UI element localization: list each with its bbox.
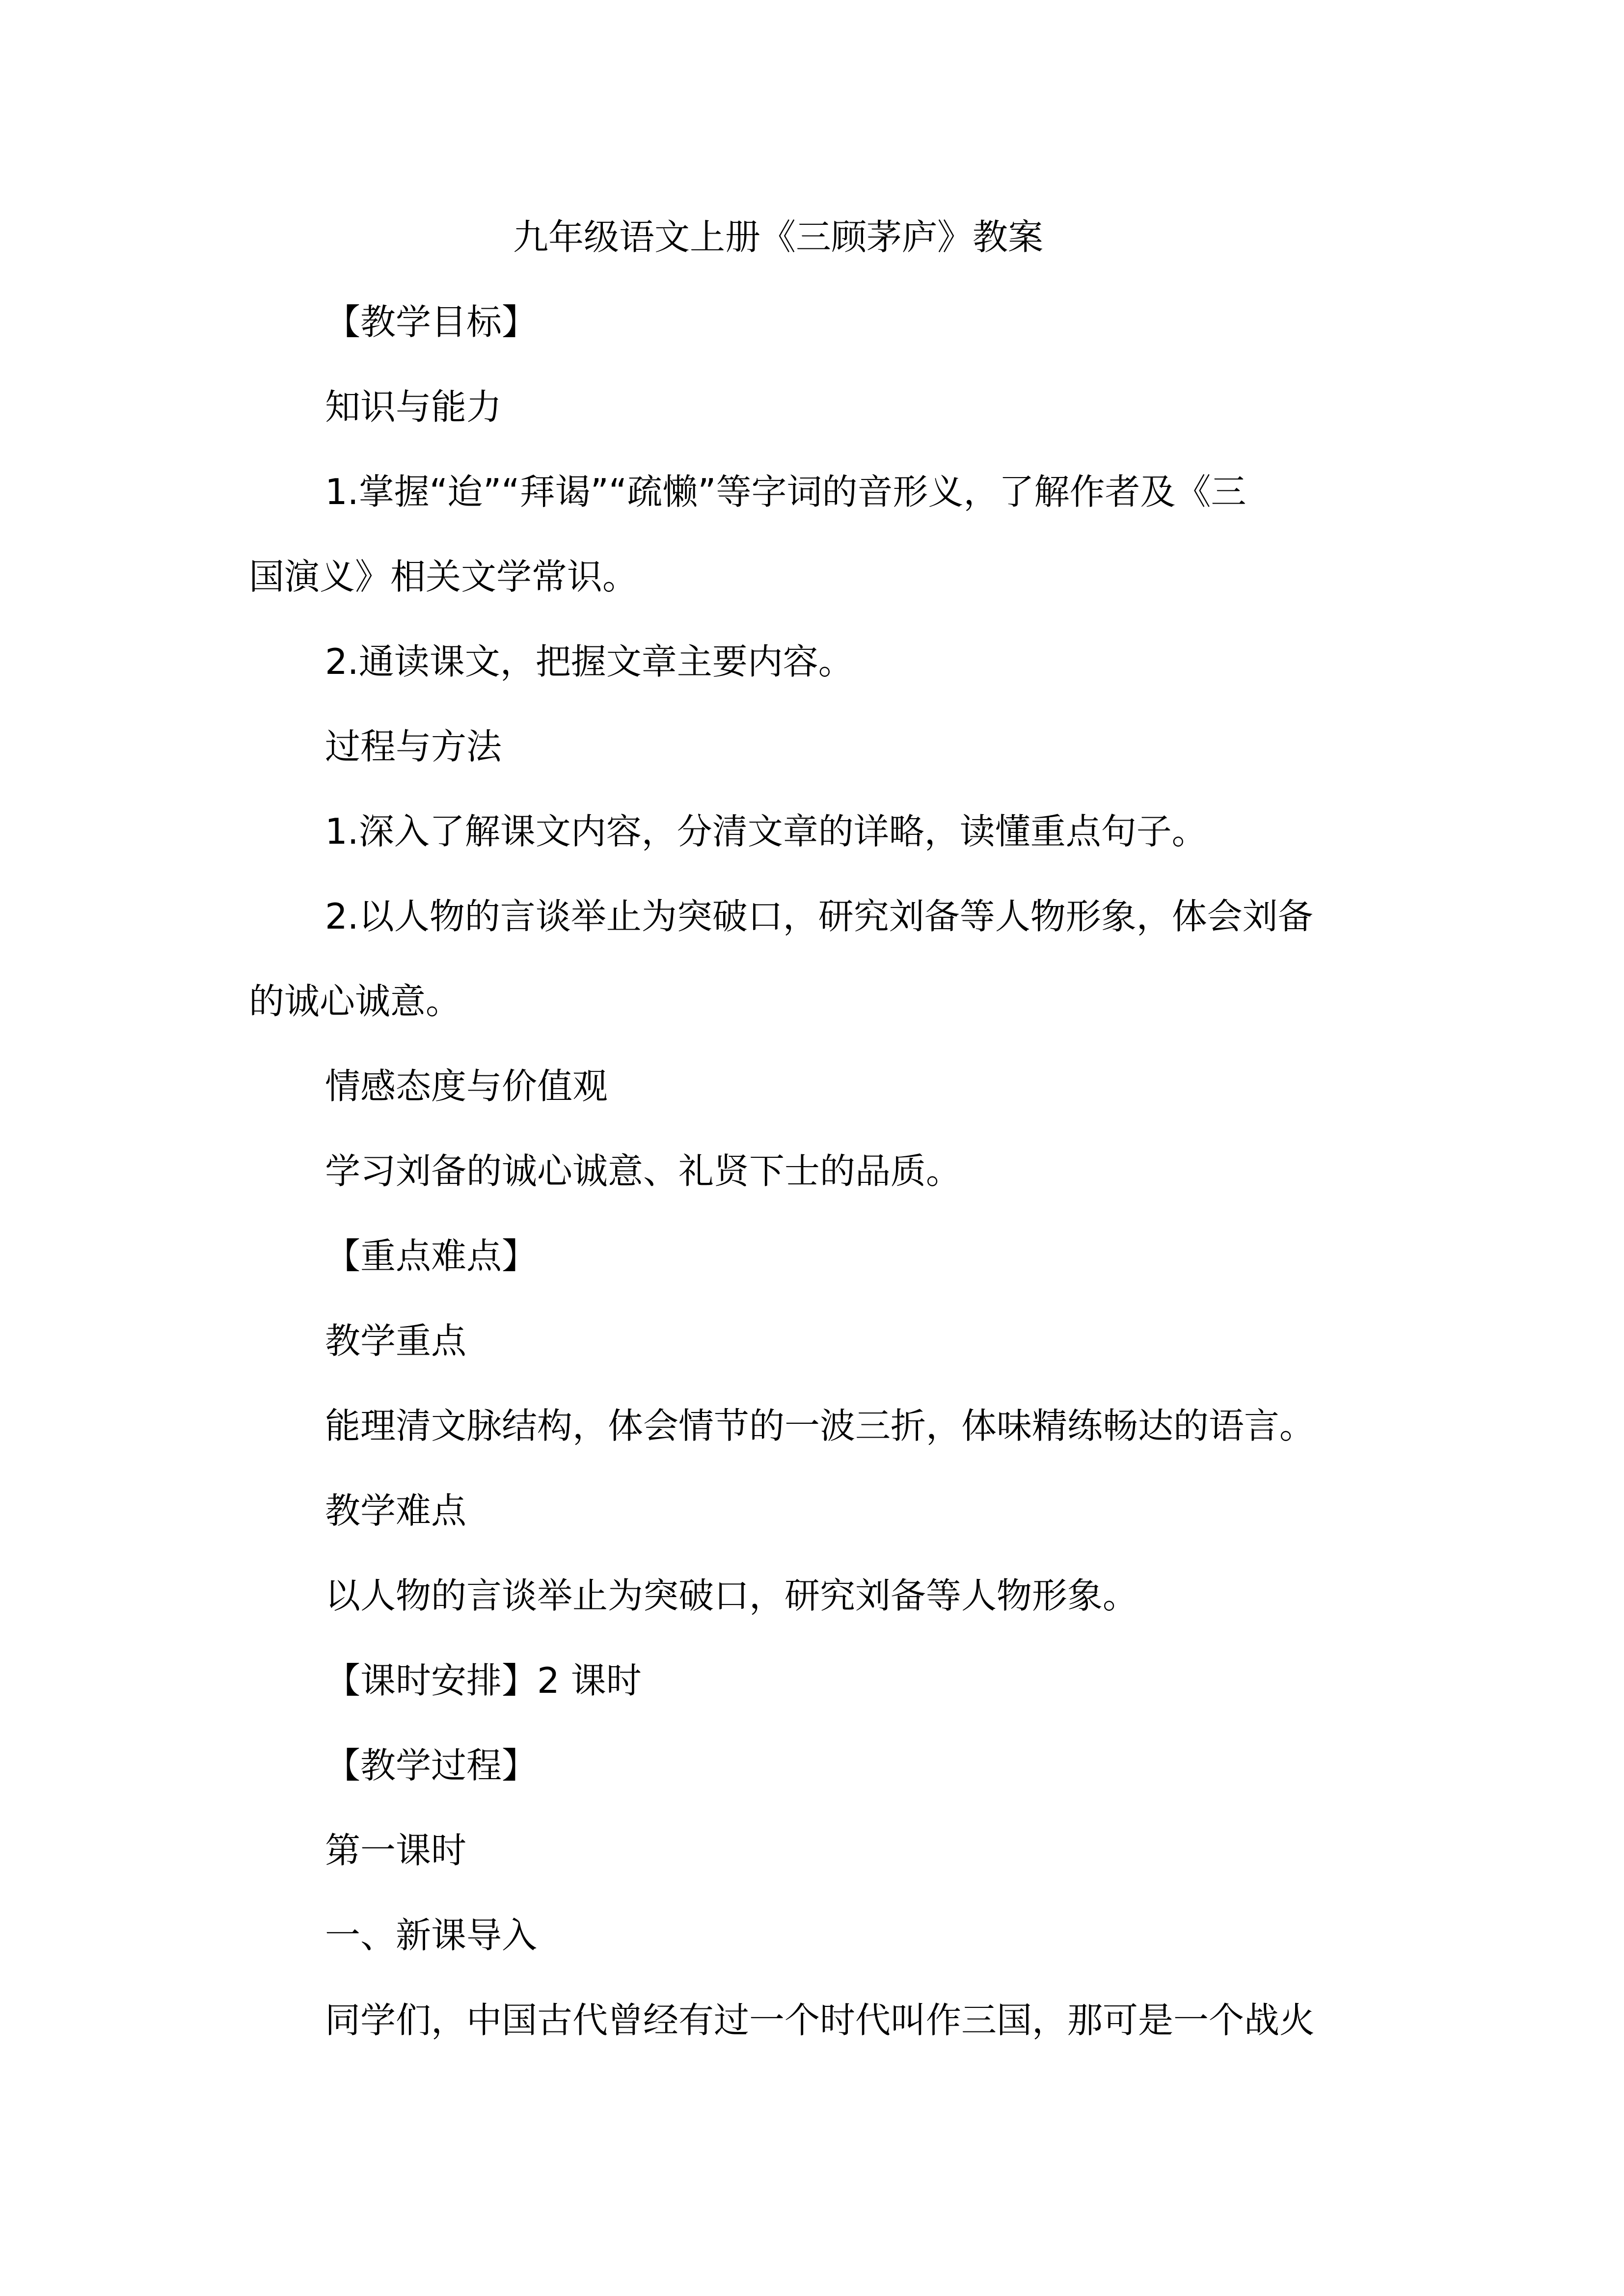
subheading-teaching-focus: 教学重点 — [325, 1320, 467, 1362]
paragraph-line: 的诚心诚意。 — [249, 981, 461, 1022]
subheading-knowledge-ability: 知识与能力 — [325, 386, 502, 427]
subheading-emotion-values: 情感态度与价值观 — [325, 1066, 608, 1107]
paragraph-line: 2.以人物的言谈举止为突破口，研究刘备等人物形象，体会刘备 — [325, 896, 1313, 937]
subheading-introduction: 一、新课导入 — [325, 1915, 538, 1956]
paragraph-line: 学习刘备的诚心诚意、礼贤下士的品质。 — [325, 1150, 962, 1192]
section-heading-teaching-process: 【教学过程】 — [325, 1745, 538, 1786]
section-heading-schedule: 【课时安排】2 课时 — [325, 1660, 642, 1701]
paragraph-line: 1.深入了解课文内容，分清文章的详略，读懂重点句子。 — [325, 811, 1207, 852]
section-heading-key-points: 【重点难点】 — [325, 1235, 538, 1277]
subheading-first-lesson: 第一课时 — [325, 1830, 467, 1871]
paragraph-line: 以人物的言谈举止为突破口，研究刘备等人物形象。 — [325, 1575, 1138, 1616]
paragraph-line: 1.掌握“迨”“拜谒”“疏懒”等字词的音形义，了解作者及《三 — [325, 471, 1246, 512]
paragraph-line: 2.通读课文，把握文章主要内容。 — [325, 641, 854, 682]
section-heading-teaching-goals: 【教学目标】 — [325, 301, 538, 343]
paragraph-line: 国演义》相关文学常识。 — [249, 556, 638, 597]
subheading-process-method: 过程与方法 — [325, 726, 502, 767]
subheading-teaching-difficulty: 教学难点 — [325, 1490, 467, 1531]
document-title: 九年级语文上册《三顾茅庐》教案 — [513, 216, 1044, 258]
paragraph-line: 同学们，中国古代曾经有过一个时代叫作三国，那可是一个战火 — [325, 2000, 1315, 2041]
paragraph-line: 能理清文脉结构，体会情节的一波三折，体味精练畅达的语言。 — [325, 1405, 1315, 1446]
